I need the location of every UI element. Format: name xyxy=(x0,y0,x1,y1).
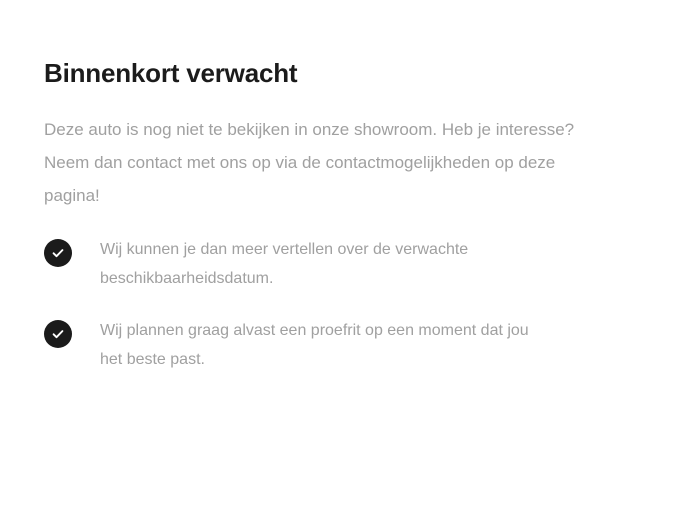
list-item xyxy=(44,235,641,294)
list-item-label: Wij kunnen je dan meer vertellen over de verwachte beschikbaarheidsdatum. xyxy=(100,240,469,288)
check-circle-icon xyxy=(44,239,72,267)
check-circle-icon xyxy=(44,320,72,348)
benefits-list xyxy=(44,235,641,375)
intro-paragraph: Deze auto is nog niet te bekijken in onze showroom. Heb je interesse? Neem dan contact met ons op via de contactmogelijkheden op deze pagina! xyxy=(44,120,575,206)
page-title: Binnenkort verwacht xyxy=(44,58,298,88)
list-item-label: Wij plannen graag alvast een proefrit op een moment dat jou het beste past. xyxy=(100,321,529,369)
list-item xyxy=(44,316,641,375)
